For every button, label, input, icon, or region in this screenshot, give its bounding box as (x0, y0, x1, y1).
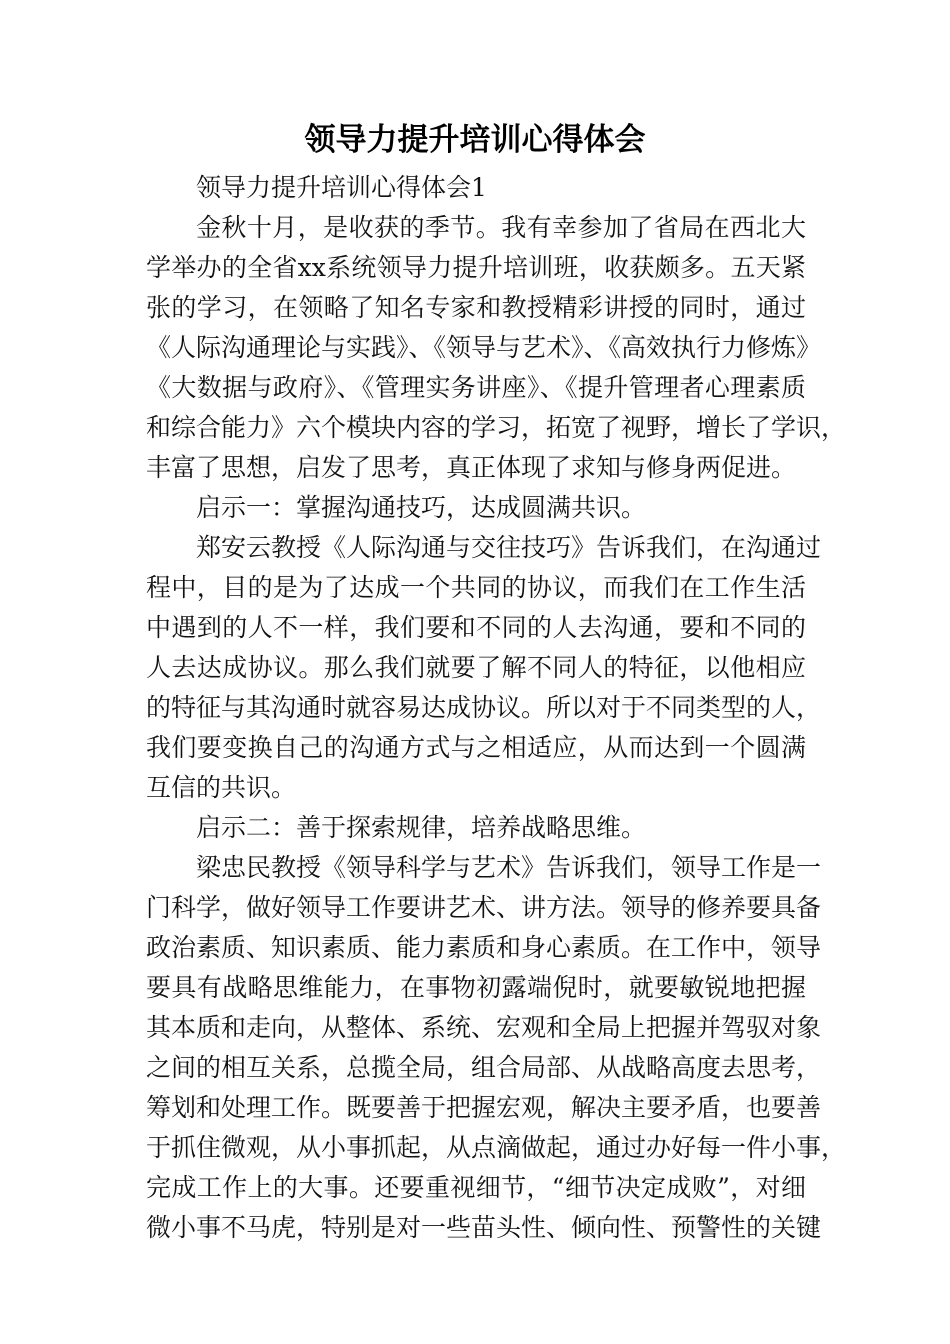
paragraph-line: 梁忠民教授《领导科学与艺术》告诉我们，领导工作是一 (196, 853, 822, 882)
paragraph-line: 微小事不马虎，特别是对一些苗头性、倾向性、预警性的关键 (146, 1213, 822, 1242)
paragraph-line: 于抓住微观，从小事抓起，从点滴做起，通过办好每一件小事， (146, 1133, 847, 1162)
paragraph-line: 丰富了思想，启发了思考，真正体现了求知与修身两促进。 (146, 453, 797, 482)
paragraph-line: 之间的相互关系，总揽全局，组合局部、从战略高度去思考， (146, 1053, 822, 1082)
paragraph-line: 其本质和走向，从整体、系统、宏观和全局上把握并驾驭对象 (146, 1013, 822, 1042)
paragraph-line: 学举办的全省xx系统领导力提升培训班，收获颇多。五天紧 (146, 253, 806, 282)
paragraph-line: 筹划和处理工作。既要善于把握宏观，解决主要矛盾，也要善 (146, 1093, 822, 1122)
paragraph-line: 《人际沟通理论与实践》、《领导与艺术》、《高效执行力修炼》 (146, 333, 822, 362)
paragraph-line: 完成工作上的大事。还要重视细节，“细节决定成败”，对细 (146, 1173, 806, 1202)
paragraph-line: 和综合能力》六个模块内容的学习，拓宽了视野，增长了学识， (146, 413, 847, 442)
paragraph-line: 人去达成协议。那么我们就要了解不同人的特征，以他相应 (146, 653, 806, 682)
paragraph-line: 领导力提升培训心得体会1 (196, 173, 487, 202)
paragraph-line: 中遇到的人不一样，我们要和不同的人去沟通，要和不同的 (146, 613, 806, 642)
paragraph-line: 门科学，做好领导工作要讲艺术、讲方法。领导的修养要具备 (146, 893, 822, 922)
paragraph-line: 要具有战略思维能力，在事物初露端倪时，就要敏锐地把握 (146, 973, 806, 1002)
paragraph-line: 金秋十月，是收获的季节。我有幸参加了省局在西北大 (196, 213, 806, 242)
paragraph-line: 政治素质、知识素质、能力素质和身心素质。在工作中，领导 (146, 933, 822, 962)
paragraph-line: 《大数据与政府》、《管理实务讲座》、《提升管理者心理素质 (146, 373, 806, 402)
section-heading: 启示二：善于探索规律，培养战略思维。 (196, 813, 647, 842)
section-heading: 启示一：掌握沟通技巧，达成圆满共识。 (196, 493, 647, 522)
paragraph-line: 互信的共识。 (146, 773, 297, 802)
paragraph-line: 张的学习，在领略了知名专家和教授精彩讲授的同时，通过 (146, 293, 806, 322)
paragraph-line: 我们要变换自己的沟通方式与之相适应，从而达到一个圆满 (146, 733, 806, 762)
paragraph-line: 程中，目的是为了达成一个共同的协议，而我们在工作生活 (146, 573, 806, 602)
paragraph-line: 的特征与其沟通时就容易达成协议。所以对于不同类型的人， (146, 693, 822, 722)
document-title: 领导力提升培训心得体会 (304, 122, 646, 158)
paragraph-line: 郑安云教授《人际沟通与交往技巧》告诉我们，在沟通过 (196, 533, 822, 562)
